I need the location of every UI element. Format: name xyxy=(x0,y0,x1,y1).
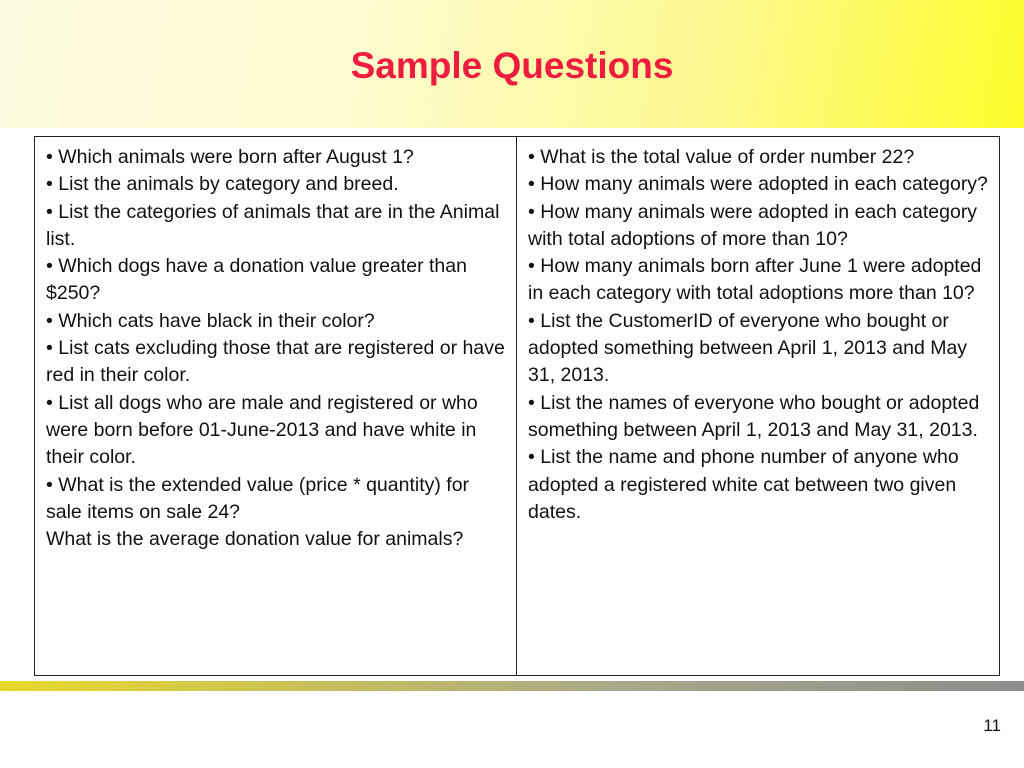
right-question-list xyxy=(528,144,993,526)
question-item: • How many animals were adopted in each category? xyxy=(528,173,988,196)
question-item: • What is the extended value (price * quantity) for sale items on sale 24? xyxy=(46,473,470,523)
slide-title: Sample Questions xyxy=(350,45,674,86)
right-column xyxy=(517,137,999,675)
question-item: • List the names of everyone who bought or adopted something between April 1, 2013 and May 31, 2013. xyxy=(528,391,980,441)
question-item: What is the average donation value for animals? xyxy=(46,528,464,551)
footer-divider-bar xyxy=(0,681,1024,691)
left-column xyxy=(35,137,517,675)
question-item: • What is the total value of order number 22? xyxy=(528,146,915,168)
question-item: • Which cats have black in their color? xyxy=(46,309,375,332)
question-item: • List all dogs who are male and registered or who were born before 01-June-2013 and have white in their color. xyxy=(46,391,478,469)
question-item: • Which animals were born after August 1? xyxy=(46,146,414,168)
question-item: • How many animals were adopted in each category with total adoptions of more than 10? xyxy=(528,200,978,250)
page-number: 11 xyxy=(983,716,1001,735)
question-item: • List the animals by category and breed. xyxy=(46,173,399,196)
left-question-list xyxy=(46,144,510,553)
questions-table xyxy=(34,136,1000,676)
question-item: • List the name and phone number of anyone who adopted a registered white cat between two given dates. xyxy=(528,446,959,523)
question-item: • Which dogs have a donation value greater than $250? xyxy=(46,255,467,305)
question-item: • How many animals born after June 1 were adopted in each category with total adoptions more than 10? xyxy=(528,255,982,305)
question-item: • List the categories of animals that are in the Animal list. xyxy=(46,200,500,250)
question-item: • List cats excluding those that are registered or have red in their color. xyxy=(46,337,505,387)
question-item: • List the CustomerID of everyone who bought or adopted something between April 1, 2013 and May 31, 2013. xyxy=(528,309,968,387)
